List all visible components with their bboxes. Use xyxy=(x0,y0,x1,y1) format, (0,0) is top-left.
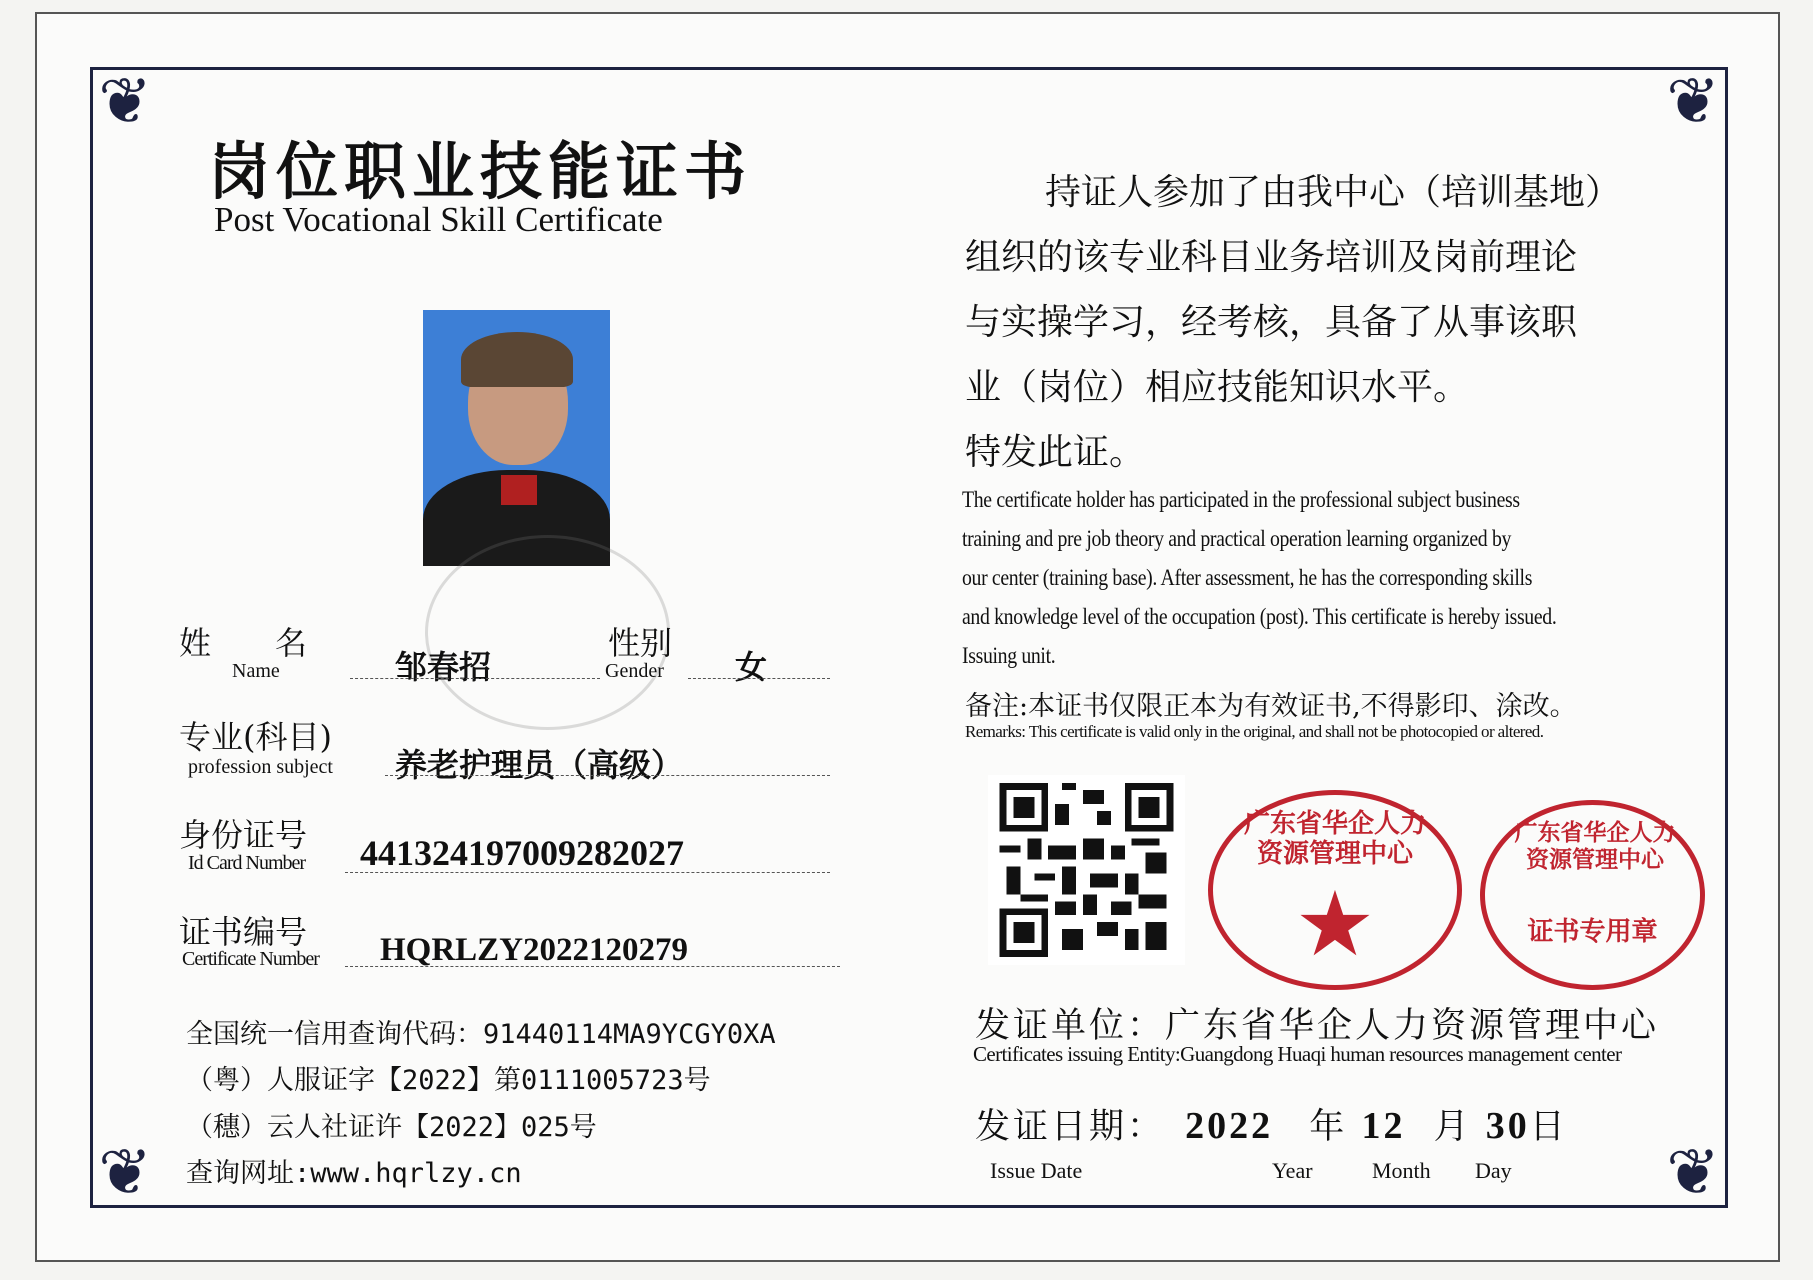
issuer-en: Certificates issuing Entity:Guangdong Huaqi human resources management center xyxy=(973,1042,1622,1066)
cert-number-label-en: Certificate Number xyxy=(182,948,319,970)
gender-label: 性别 xyxy=(608,624,673,662)
underline xyxy=(345,872,830,873)
issue-year: 2022 xyxy=(1185,1105,1274,1147)
gender-label-en: Gender xyxy=(605,660,664,682)
remarks-cn: 备注:本证书仅限正本为有效证书,不得影印、涂改。 xyxy=(965,691,1577,722)
year-label-en: Year xyxy=(1272,1158,1313,1183)
seal-text: 证书专用章 xyxy=(1527,917,1658,947)
profession-subject: 养老护理员（高级） xyxy=(395,746,684,784)
issuer-cn xyxy=(975,998,1659,1048)
issue-date-label-en: Issue Date xyxy=(990,1158,1083,1183)
certificate-subtitle: Post Vocational Skill Certificate xyxy=(214,200,663,239)
statement-line: our center (training base). After assessment, he has the corresponding skills xyxy=(962,565,1533,590)
month-unit: 月 xyxy=(1433,1107,1472,1147)
month-label-en: Month xyxy=(1372,1158,1431,1183)
statement-line: training and pre job theory and practical operation learning organized by xyxy=(962,526,1512,551)
certificate-title: 岗位职业技能证书 xyxy=(208,135,753,208)
qr-code[interactable] xyxy=(988,775,1185,965)
issue-date-label: 发证日期： xyxy=(975,1107,1166,1147)
seal-text: 广东省华企人力资源管理中心 xyxy=(1243,809,1426,869)
holder-photo xyxy=(423,310,610,566)
statement-line: 业（岗位）相应技能知识水平。 xyxy=(965,367,1470,408)
issue-day: 30 xyxy=(1485,1105,1530,1147)
certificate-number: HQRLZY2022120279 xyxy=(380,932,689,968)
name-label-en: Name xyxy=(232,660,280,682)
underline xyxy=(385,775,830,776)
underline xyxy=(688,678,830,679)
remarks-en: Remarks: This certificate is valid only in the original, and shall not be photocopied or altered. xyxy=(965,722,1544,741)
corner-ornament-icon: ❦ xyxy=(1666,65,1720,139)
statement-en xyxy=(962,480,1702,675)
day-unit: 日 xyxy=(1529,1107,1568,1147)
statement-line: 与实操学习，经考核，具备了从事该职 xyxy=(965,302,1578,343)
statement-line: 持证人参加了由我中心（培训基地） xyxy=(1045,172,1622,213)
seal-text: 广东省华企人力资源管理中心 xyxy=(1514,819,1676,873)
subject-label-en: profession subject xyxy=(188,756,333,778)
credit-code: 全国统一信用查询代码：91440114MA9YCGY0XA xyxy=(186,1019,776,1050)
id-card-number: 441324197009282027 xyxy=(360,833,684,873)
statement-line: 特发此证。 xyxy=(965,432,1146,473)
statement-line: Issuing unit. xyxy=(962,643,1056,668)
qr-code-icon xyxy=(996,783,1177,957)
holder-gender: 女 xyxy=(735,648,768,686)
underline xyxy=(345,966,840,967)
cert-number-label: 证书编号 xyxy=(179,913,308,951)
statement-line: 组织的该专业科目业务培训及岗前理论 xyxy=(965,237,1578,278)
issue-month: 12 xyxy=(1361,1105,1406,1147)
underline xyxy=(350,678,600,679)
certificate-seal xyxy=(1480,800,1705,990)
corner-ornament-icon: ❦ xyxy=(98,1136,152,1210)
star-icon: ★ xyxy=(1294,872,1376,977)
corner-ornament-icon: ❦ xyxy=(1666,1136,1720,1210)
statement-line: and knowledge level of the occupation (post). This certificate is hereby issued. xyxy=(962,604,1557,629)
official-seal xyxy=(1208,790,1462,990)
day-label-en: Day xyxy=(1475,1158,1512,1183)
corner-ornament-icon: ❦ xyxy=(98,65,152,139)
issuer-label: 发证单位： xyxy=(975,1006,1166,1046)
issue-date xyxy=(975,1104,1568,1149)
issuer-name: 广东省华企人力资源管理中心 xyxy=(1165,1006,1660,1046)
statement-cn xyxy=(965,160,1695,485)
id-label-en: Id Card Number xyxy=(188,852,306,874)
year-unit: 年 xyxy=(1309,1107,1348,1147)
statement-line: The certificate holder has participated in the professional subject business xyxy=(962,487,1520,512)
query-website[interactable]: 查询网址:www.hqrlzy.cn xyxy=(186,1158,522,1189)
service-license: （粤）人服证字【2022】第0111005723号 xyxy=(186,1065,711,1096)
holder-name: 邹春招 xyxy=(395,648,492,686)
subject-label: 专业(科目) xyxy=(179,718,332,756)
name-label: 姓 名 xyxy=(179,624,308,662)
hr-license: （穗）云人社证许【2022】025号 xyxy=(186,1112,597,1143)
id-label: 身份证号 xyxy=(179,816,308,854)
